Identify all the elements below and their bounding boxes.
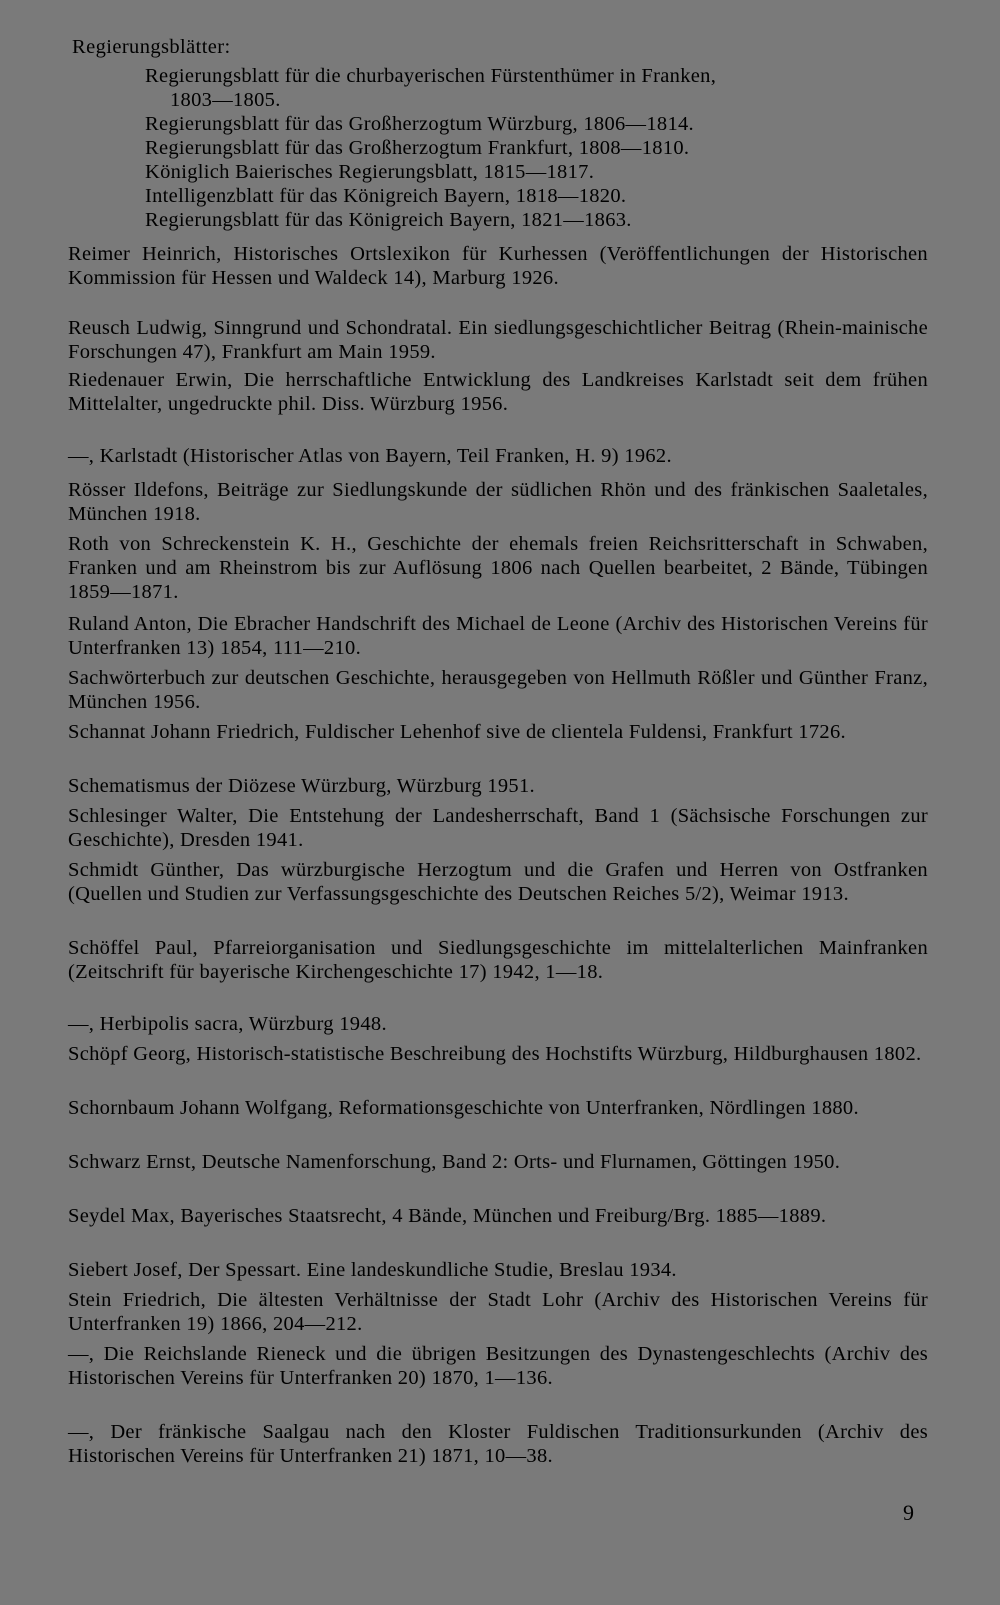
- bibliography-entry: Schornbaum Johann Wolfgang, Reformationsgeschichte von Unterfranken, Nördlingen 1880.: [68, 1097, 859, 1119]
- gazette-item: Regierungsblatt für das Königreich Bayern, 1821—1863.: [145, 209, 632, 231]
- section-heading: Regierungsblätter:: [72, 36, 231, 58]
- bibliography-entry: Schöpf Georg, Historisch-statistische Beschreibung des Hochstifts Würzburg, Hildburghausen 1802.: [68, 1043, 922, 1065]
- bibliography-entry: Schematismus der Diözese Würzburg, Würzburg 1951.: [68, 775, 535, 797]
- gazette-item: 1803—1805.: [170, 89, 281, 111]
- bibliography-entry: Schmidt Günther, Das würzburgische Herzogtum und die Grafen und Herren von Ostfranken (Quellen und Studien zur Verfassungsgeschichte des Deutschen Reiches 5/2), Weimar 1913.: [68, 859, 928, 905]
- gazette-item: Königlich Baierisches Regierungsblatt, 1815—1817.: [145, 161, 595, 183]
- bibliography-entry: Schöffel Paul, Pfarreiorganisation und Siedlungsgeschichte im mittelalterlichen Mainfranken (Zeitschrift für bayerische Kirchengeschichte 17) 1942, 1—18.: [68, 937, 928, 983]
- bibliography-entry: —, Die Reichslande Rieneck und die übrigen Besitzungen des Dynastengeschlechts (Archiv des Historischen Vereins für Unterfranken 20) 1870, 1—136.: [68, 1343, 928, 1389]
- gazette-item: Regierungsblatt für die churbayerischen Fürstenthümer in Franken,: [145, 65, 717, 87]
- bibliography-entry: Sachwörterbuch zur deutschen Geschichte, herausgegeben von Hellmuth Rößler und Günther Franz, München 1956.: [68, 667, 928, 713]
- bibliography-entry: —, Karlstadt (Historischer Atlas von Bayern, Teil Franken, H. 9) 1962.: [68, 445, 672, 467]
- bibliography-entry: Ruland Anton, Die Ebracher Handschrift des Michael de Leone (Archiv des Historischen Vereins für Unterfranken 13) 1854, 111—210.: [68, 613, 928, 659]
- gazette-item: Regierungsblatt für das Großherzogtum Frankfurt, 1808—1810.: [145, 137, 690, 159]
- bibliography-entry: Siebert Josef, Der Spessart. Eine landeskundliche Studie, Breslau 1934.: [68, 1259, 677, 1281]
- bibliography-entry: Riedenauer Erwin, Die herrschaftliche Entwicklung des Landkreises Karlstadt seit dem frühen Mittelalter, ungedruckte phil. Diss. Würzburg 1956.: [68, 369, 928, 415]
- bibliography-entry: Reusch Ludwig, Sinngrund und Schondratal. Ein siedlungsgeschichtlicher Beitrag (Rhein-mainische Forschungen 47), Frankfurt am Main 1959.: [68, 317, 928, 363]
- bibliography-entry: Schannat Johann Friedrich, Fuldischer Lehenhof sive de clientela Fuldensi, Frankfurt 1726.: [68, 721, 846, 743]
- gazette-item: Regierungsblatt für das Großherzogtum Würzburg, 1806—1814.: [145, 113, 694, 135]
- bibliography-entry: Schlesinger Walter, Die Entstehung der Landesherrschaft, Band 1 (Sächsische Forschungen zur Geschichte), Dresden 1941.: [68, 805, 928, 851]
- bibliography-entry: —, Herbipolis sacra, Würzburg 1948.: [68, 1013, 387, 1035]
- bibliography-entry: Reimer Heinrich, Historisches Ortslexikon für Kurhessen (Veröffentlichungen der Historischen Kommission für Hessen und Waldeck 14), Marburg 1926.: [68, 243, 928, 289]
- page-number: 9: [903, 1500, 914, 1525]
- bibliography-entry: Roth von Schreckenstein K. H., Geschichte der ehemals freien Reichsritterschaft in Schwaben, Franken und am Rheinstrom bis zur Auflösung 1806 nach Quellen bearbeitet, 2 Bände, Tübingen 1859—1871.: [68, 533, 928, 603]
- bibliography-entry: Seydel Max, Bayerisches Staatsrecht, 4 Bände, München und Freiburg/Brg. 1885—1889.: [68, 1205, 827, 1227]
- bibliography-entry: Stein Friedrich, Die ältesten Verhältnisse der Stadt Lohr (Archiv des Historischen Vereins für Unterfranken 19) 1866, 204—212.: [68, 1289, 928, 1335]
- gazette-item: Intelligenzblatt für das Königreich Bayern, 1818—1820.: [145, 185, 627, 207]
- bibliography-entry: —, Der fränkische Saalgau nach den Kloster Fuldischen Traditionsurkunden (Archiv des Historischen Vereins für Unterfranken 21) 1871, 10—38.: [68, 1421, 928, 1467]
- bibliography-entry: Schwarz Ernst, Deutsche Namenforschung, Band 2: Orts- und Flurnamen, Göttingen 1950.: [68, 1151, 841, 1173]
- bibliography-entry: Rösser Ildefons, Beiträge zur Siedlungskunde der südlichen Rhön und des fränkischen Saaletales, München 1918.: [68, 479, 928, 525]
